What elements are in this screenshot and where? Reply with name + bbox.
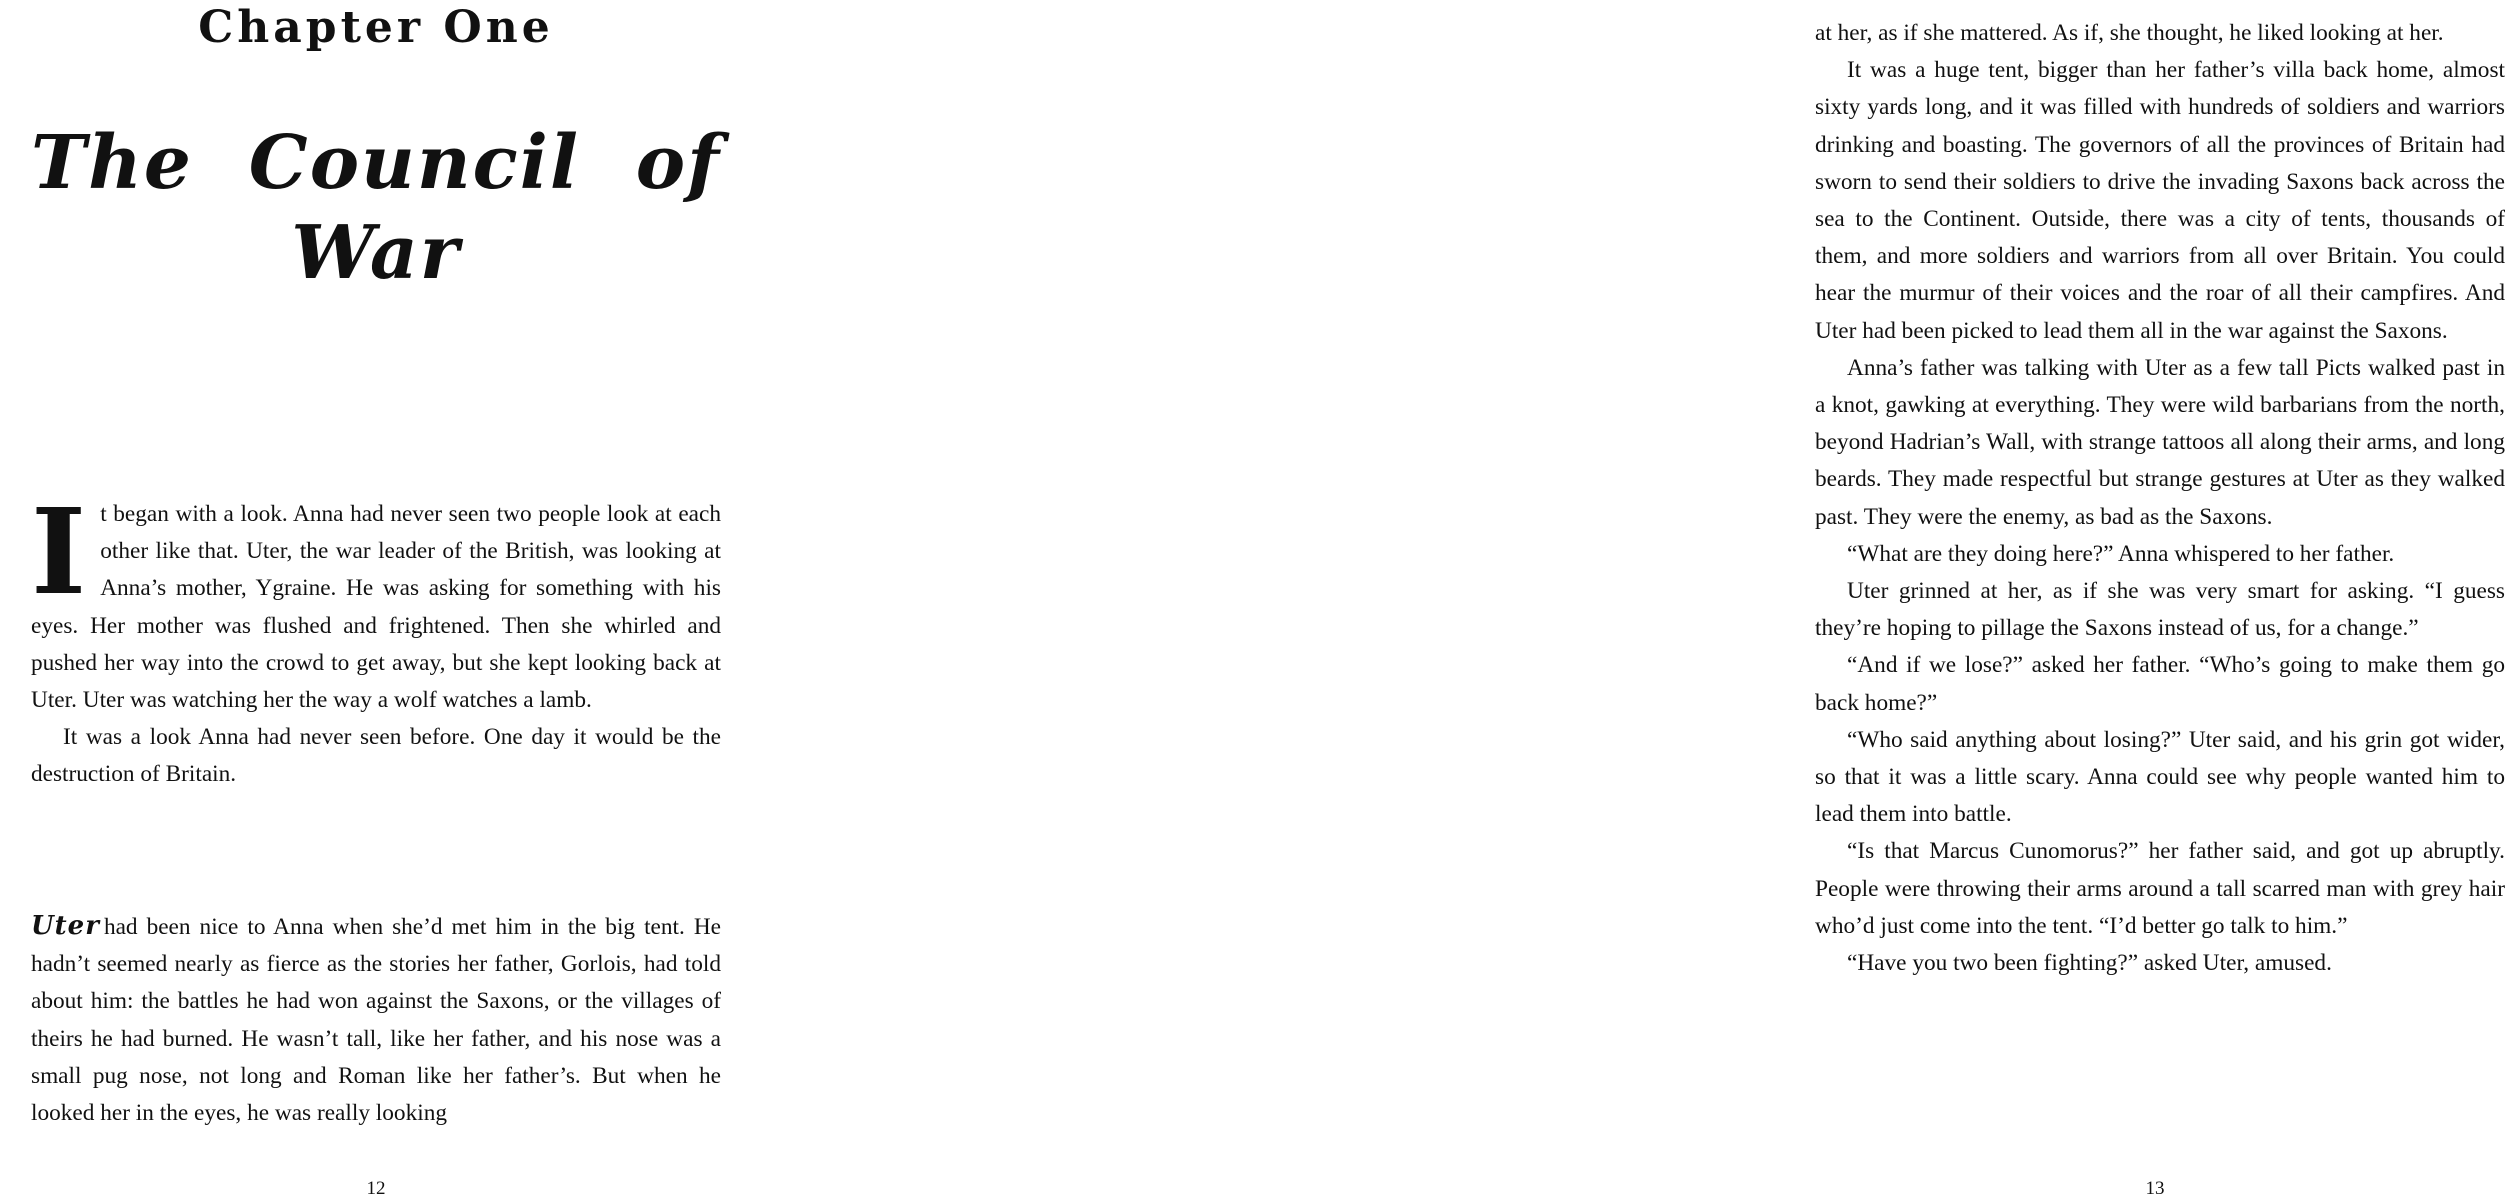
paragraph: Anna’s father was talking with Uter as a few tall Picts walked past in a knot, gawking at everything. They were wild barbarians from the north, beyond Hadrian’s Wall, with strange tattoos all along their arms, and long beards. They made respectful but strange gestures at Uter as they walked past. They were the enemy, as bad as the Saxons. (1815, 354, 2505, 530)
chapter-title-word: of (635, 120, 721, 206)
paragraph: at her, as if she mattered. As if, she thought, he liked looking at her. (1815, 20, 2444, 46)
section-paragraph-text: had been nice to Anna when she’d met him in the big tent. He hadn’t seemed nearly as fierce as the stories her father, Gorlois, had told about him: the battles he had won against the Saxons, or the villages of theirs he had burned. He wasn’t tall, like her father, and his nose was a small pug nose, not long and Roman like her father’s. But when he looked her in the eyes, he was really looking (31, 914, 721, 1127)
chapter-title-word: Council (248, 120, 580, 206)
page-number: 12 (366, 1178, 386, 1199)
chapter-title (31, 118, 721, 298)
right-page (843, 0, 2505, 1200)
chapter-title-line-1 (31, 118, 721, 208)
chapter-title-line-2 (31, 208, 721, 298)
paragraph: “What are they doing here?” Anna whispered to her father. (1847, 540, 2395, 567)
chapter-title-word: War (291, 210, 461, 296)
paragraph: “Have you two been fighting?” asked Uter, amused. (1847, 950, 2332, 977)
opening-paragraph-text: t began with a look. Anna had never seen two people look at each other like that. Uter, the war leader of the British, was looking at Anna’s mother, Ygraine. He was asking for something with his eyes. Her mother was flushed and frightened. Then she whirled and pushed her way into the crowd to get away, but she kept looking back at Uter. Uter was watching her the way a wolf watches a lamb. (31, 501, 721, 714)
opening-paragraph (31, 482, 721, 719)
chapter-label: Chapter One (198, 2, 554, 53)
paragraph: It was a look Anna had never seen before. One day it would be the destruction of Britain. (31, 724, 721, 788)
section-paragraph (31, 908, 721, 1132)
paragraph: It was a huge tent, bigger than her father’s villa back home, almost sixty yards long, and it was filled with hundreds of soldiers and warriors drinking and boasting. The governors of all the provinces of Britain had sworn to send their soldiers to drive the invading Saxons back across the sea to the Continent. Outside, there was a city of tents, thousands of them, and more soldiers and warriors from all over Britain. You could hear the murmur of their voices and the roar of all their campfires. And Uter had been picked to lead them all in the war against the Saxons. (1815, 57, 2505, 344)
section-lead-word: Uter (31, 911, 100, 941)
chapter-title-word: The (31, 120, 193, 206)
paragraph: “Who said anything about losing?” Uter said, and his grin got wider, so that it was a little scary. Anna could see why people wanted him to lead them into battle. (1815, 726, 2505, 828)
left-page (0, 0, 843, 1200)
second-section (31, 908, 721, 1132)
right-page-body (1815, 15, 2505, 982)
paragraph: “Is that Marcus Cunomorus?” her father said, and got up abruptly. People were throwing their arms around a tall scarred man with grey hair who’d just come into the tent. “I’d better go talk to him.” (1815, 838, 2505, 939)
paragraph: Uter grinned at her, as if she was very smart for asking. “I guess they’re hoping to pillage the Saxons instead of us, for a change.” (1815, 578, 2505, 642)
page-number: 13 (2145, 1178, 2165, 1199)
drop-cap: I (31, 482, 87, 621)
paragraph: “And if we lose?” asked her father. “Who’s going to make them go back home?” (1815, 652, 2505, 716)
opening-section (31, 482, 721, 794)
